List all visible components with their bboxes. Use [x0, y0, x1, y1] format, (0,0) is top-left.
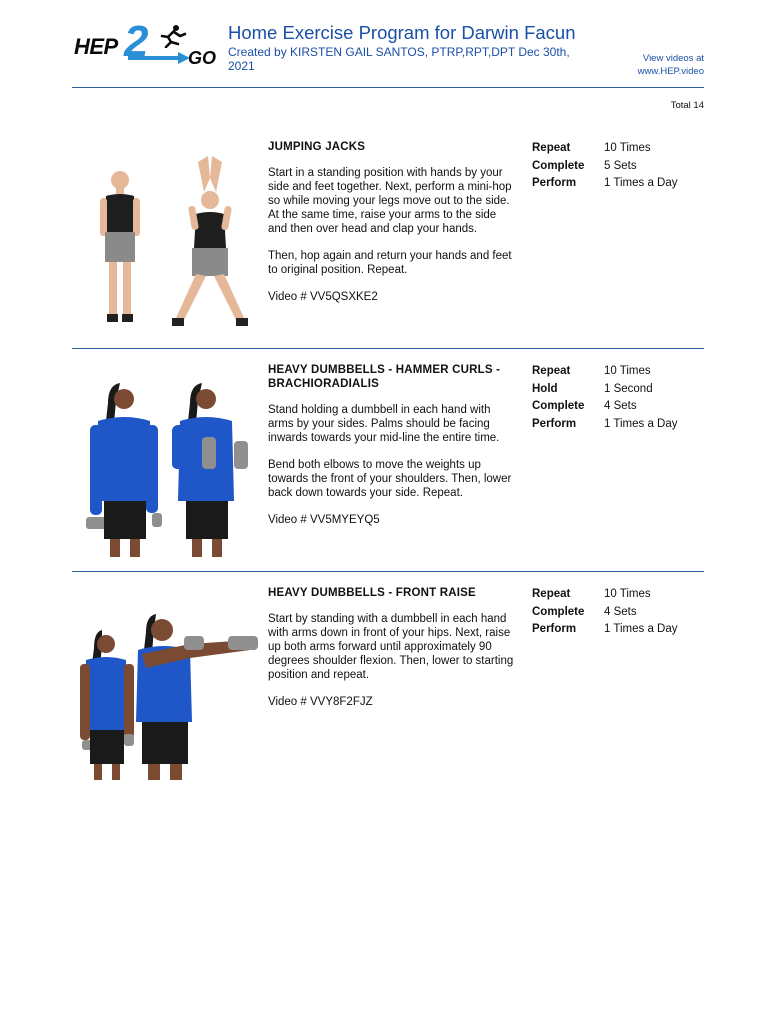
exercise-params [532, 140, 702, 193]
param-key: Complete [532, 400, 585, 412]
exercise-params [532, 363, 702, 433]
exercise-instructions: Bend both elbows to move the weights up towards the front of your shoulders. Then, lower back down towards your side. Repeat. [268, 459, 512, 499]
param-row [532, 586, 702, 604]
param-key: Complete [532, 159, 585, 172]
exercise-body [268, 586, 518, 709]
exercise-name: JUMPING JACKS [268, 141, 366, 153]
page-header [72, 17, 704, 88]
param-row [532, 363, 702, 381]
logo-two-digit: 2 [124, 17, 149, 66]
videos-link-line1[interactable]: View videos at [642, 53, 704, 64]
exercise-body [268, 363, 518, 527]
param-value: 5 Sets [604, 159, 637, 172]
param-value: 1 Times a Day [604, 417, 678, 430]
jumping-jacks-illustration [80, 148, 260, 334]
hammer-curls-illustration [80, 381, 260, 557]
exercise-name: HEAVY DUMBBELLS - HAMMER CURLS - BRACHIORADIALIS [268, 364, 501, 390]
hep2go-logo[interactable] [72, 17, 222, 70]
exercise-item-front-raise [72, 586, 704, 786]
param-value: 1 Times a Day [604, 177, 678, 189]
param-key: Repeat [532, 588, 571, 600]
param-key: Complete [532, 605, 585, 618]
title-block [228, 22, 598, 73]
exercise-params [532, 586, 702, 639]
exercise-instructions: Start by standing with a dumbbell in each hand with arms down in front of your hips. Next, raise up both arms forward until approximately 90 degrees shoulder flexion. Then, lower to starting position and repeat. [268, 613, 514, 681]
view-videos-link[interactable] [638, 52, 704, 78]
param-row [532, 140, 702, 158]
param-key: Perform [532, 177, 577, 189]
param-row [532, 158, 702, 176]
param-value: 10 Times [604, 588, 651, 600]
param-key: Perform [532, 623, 577, 635]
param-value: 1 Second [604, 382, 653, 395]
exercise-item-hammer-curls [72, 363, 704, 563]
param-row [532, 621, 702, 639]
exercise-instructions: Start in a standing position with hands by your side and feet together. Next, perform a mini-hop so while moving your legs move out to the side. At the same time, raise your arms to the side and then over head and clap your hands. [268, 167, 512, 235]
param-key: Perform [532, 417, 577, 430]
exercise-name: HEAVY DUMBBELLS - FRONT RAISE [268, 587, 476, 599]
logo-arrow-icon [128, 52, 190, 64]
param-value: 4 Sets [604, 400, 637, 412]
param-row [532, 398, 702, 416]
param-value: 10 Times [604, 365, 651, 377]
video-code: Video # VV5QSXKE2 [268, 291, 378, 303]
total-count: Total 14 [670, 100, 704, 111]
param-value: 1 Times a Day [604, 623, 678, 635]
page-title: Home Exercise Program for Darwin Facun [228, 22, 576, 43]
exercise-divider [72, 571, 704, 572]
exercise-item-jumping-jacks [72, 140, 704, 340]
param-value: 4 Sets [604, 605, 637, 618]
param-key: Repeat [532, 142, 571, 154]
logo-go-text: GO [188, 48, 217, 68]
param-value: 10 Times [604, 142, 651, 154]
param-row [532, 175, 702, 193]
param-row [532, 381, 702, 399]
exercise-body [268, 140, 518, 304]
logo-hep-text: HEP [74, 34, 118, 59]
video-code: Video # VVY8F2FJZ [268, 696, 373, 708]
param-key: Hold [532, 382, 558, 395]
exercise-instructions: Stand holding a dumbbell in each hand with arms by your sides. Palms should be facing inwards towards your mid-line the entire time. [268, 404, 500, 444]
created-by-line: Created by KIRSTEN GAIL SANTOS, PTRP,RPT,DPT Dec 30th, 2021 [228, 45, 570, 73]
param-row [532, 416, 702, 434]
runner-icon [152, 24, 188, 48]
param-key: Repeat [532, 365, 571, 377]
header-divider [72, 87, 704, 88]
param-row [532, 604, 702, 622]
front-raise-illustration [80, 610, 260, 780]
video-code: Video # VV5MYEYQ5 [268, 514, 380, 526]
videos-link-line2[interactable]: www.HEP.video [637, 66, 704, 77]
exercise-divider [72, 348, 704, 349]
exercise-instructions: Then, hop again and return your hands and feet to original position. Repeat. [268, 250, 512, 276]
